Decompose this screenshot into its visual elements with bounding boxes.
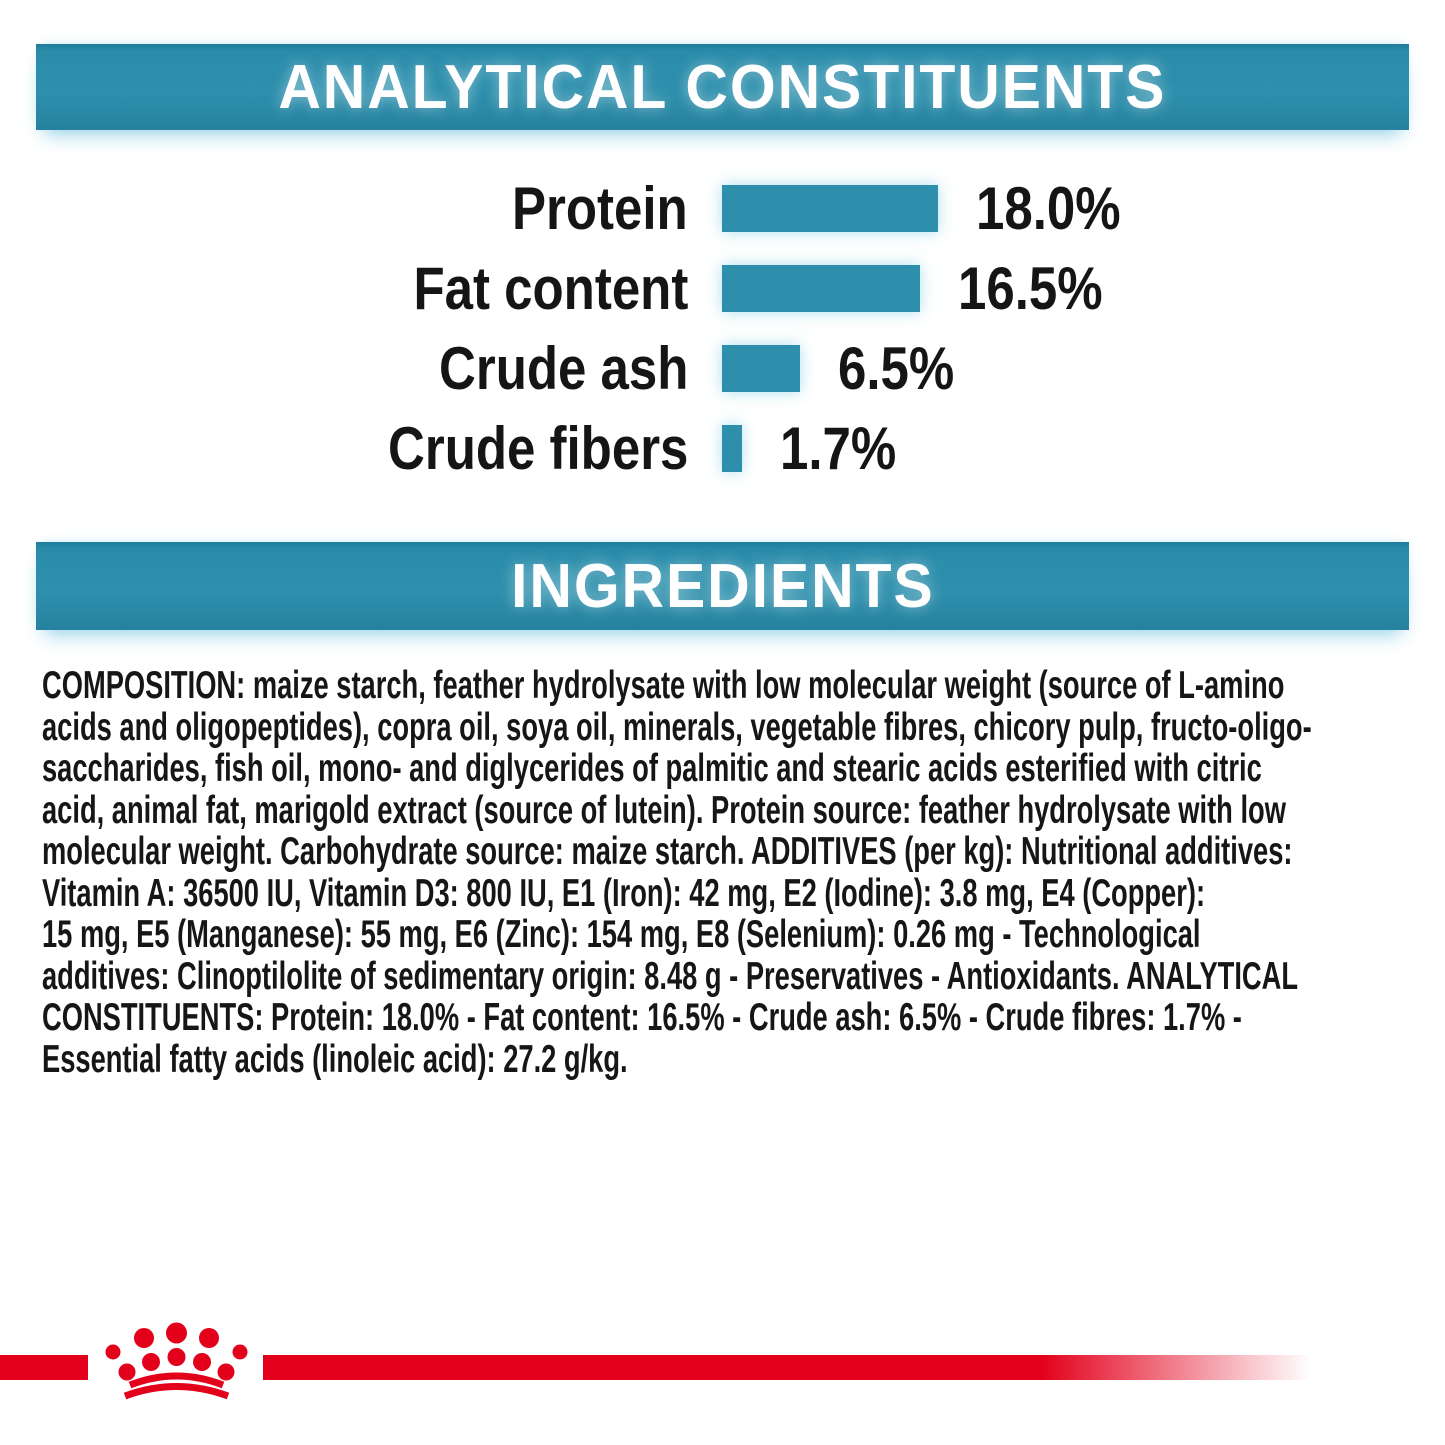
chart-value (800, 334, 975, 403)
chart-value-text: 1.7% (780, 414, 897, 482)
analytical-constituents-banner (36, 44, 1409, 130)
composition-line: COMPOSITION: maize starch, feather hydrolysate with low molecular weight (source of L-amino (42, 664, 1285, 707)
chart-label-text: Crude fibers (387, 414, 688, 482)
analytical-constituents-title: ANALYTICAL CONSTITUENTS (278, 52, 1167, 122)
composition-line: CONSTITUENTS: Protein: 18.0% - Fat content: 16.5% - Crude ash: 6.5% - Crude fibres: 1.7% - (42, 996, 1242, 1039)
chart-value (938, 174, 1146, 243)
chart-row-crude-ash (0, 334, 975, 402)
chart-row-fat-content (0, 254, 1128, 322)
chart-label (0, 254, 688, 323)
chart-value (920, 254, 1128, 323)
chart-row-crude-fibers (0, 414, 917, 482)
royal-canin-crown-icon (100, 1322, 253, 1402)
chart-row-protein (0, 174, 1146, 242)
composition-line: saccharides, fish oil, mono- and diglycerides of palmitic and stearic acids esterified with citric (42, 747, 1262, 790)
chart-value-text: 6.5% (838, 334, 955, 402)
chart-bar (722, 185, 938, 232)
composition-line: acids and oligopeptides), copra oil, soya oil, minerals, vegetable fibres, chicory pulp, fructo-oligo- (42, 705, 1312, 749)
composition-line: additives: Clinoptilolite of sedimentary origin: 8.48 g - Preservatives - Antioxidants. ANALYTICAL (42, 954, 1299, 998)
composition-text (42, 665, 1414, 1080)
chart-value (742, 414, 917, 483)
chart-label-text: Crude ash (438, 334, 688, 402)
chart-bar (722, 425, 742, 472)
chart-label (0, 334, 688, 403)
ingredients-title: INGREDIENTS (510, 551, 935, 621)
chart-label (0, 174, 688, 243)
composition-line: Essential fatty acids (linoleic acid): 27.2 g/kg. (42, 1037, 628, 1081)
chart-bar (722, 265, 920, 312)
composition-line: Vitamin A: 36500 IU, Vitamin D3: 800 IU, E1 (Iron): 42 mg, E2 (Iodine): 3.8 mg, E4 (Copper): (42, 871, 1206, 915)
chart-value-text: 18.0% (976, 174, 1121, 242)
composition-line: acid, animal fat, marigold extract (source of lutein). Protein source: feather hydrolysate with low (42, 788, 1286, 832)
composition-line: molecular weight. Carbohydrate source: maize starch. ADDITIVES (per kg): Nutritional additives: (42, 830, 1293, 873)
chart-label-text: Fat content (413, 254, 688, 322)
ingredients-banner (36, 542, 1409, 630)
composition-line: 15 mg, E5 (Manganese): 55 mg, E6 (Zinc): 154 mg, E8 (Selenium): 0.26 mg - Technological (42, 913, 1201, 956)
chart-label-text: Protein (512, 174, 688, 242)
chart-bar (722, 345, 800, 392)
chart-label (0, 414, 688, 483)
red-divider-line-left (0, 1355, 88, 1380)
chart-value-text: 16.5% (958, 254, 1103, 322)
red-divider-line-right (263, 1355, 1343, 1380)
